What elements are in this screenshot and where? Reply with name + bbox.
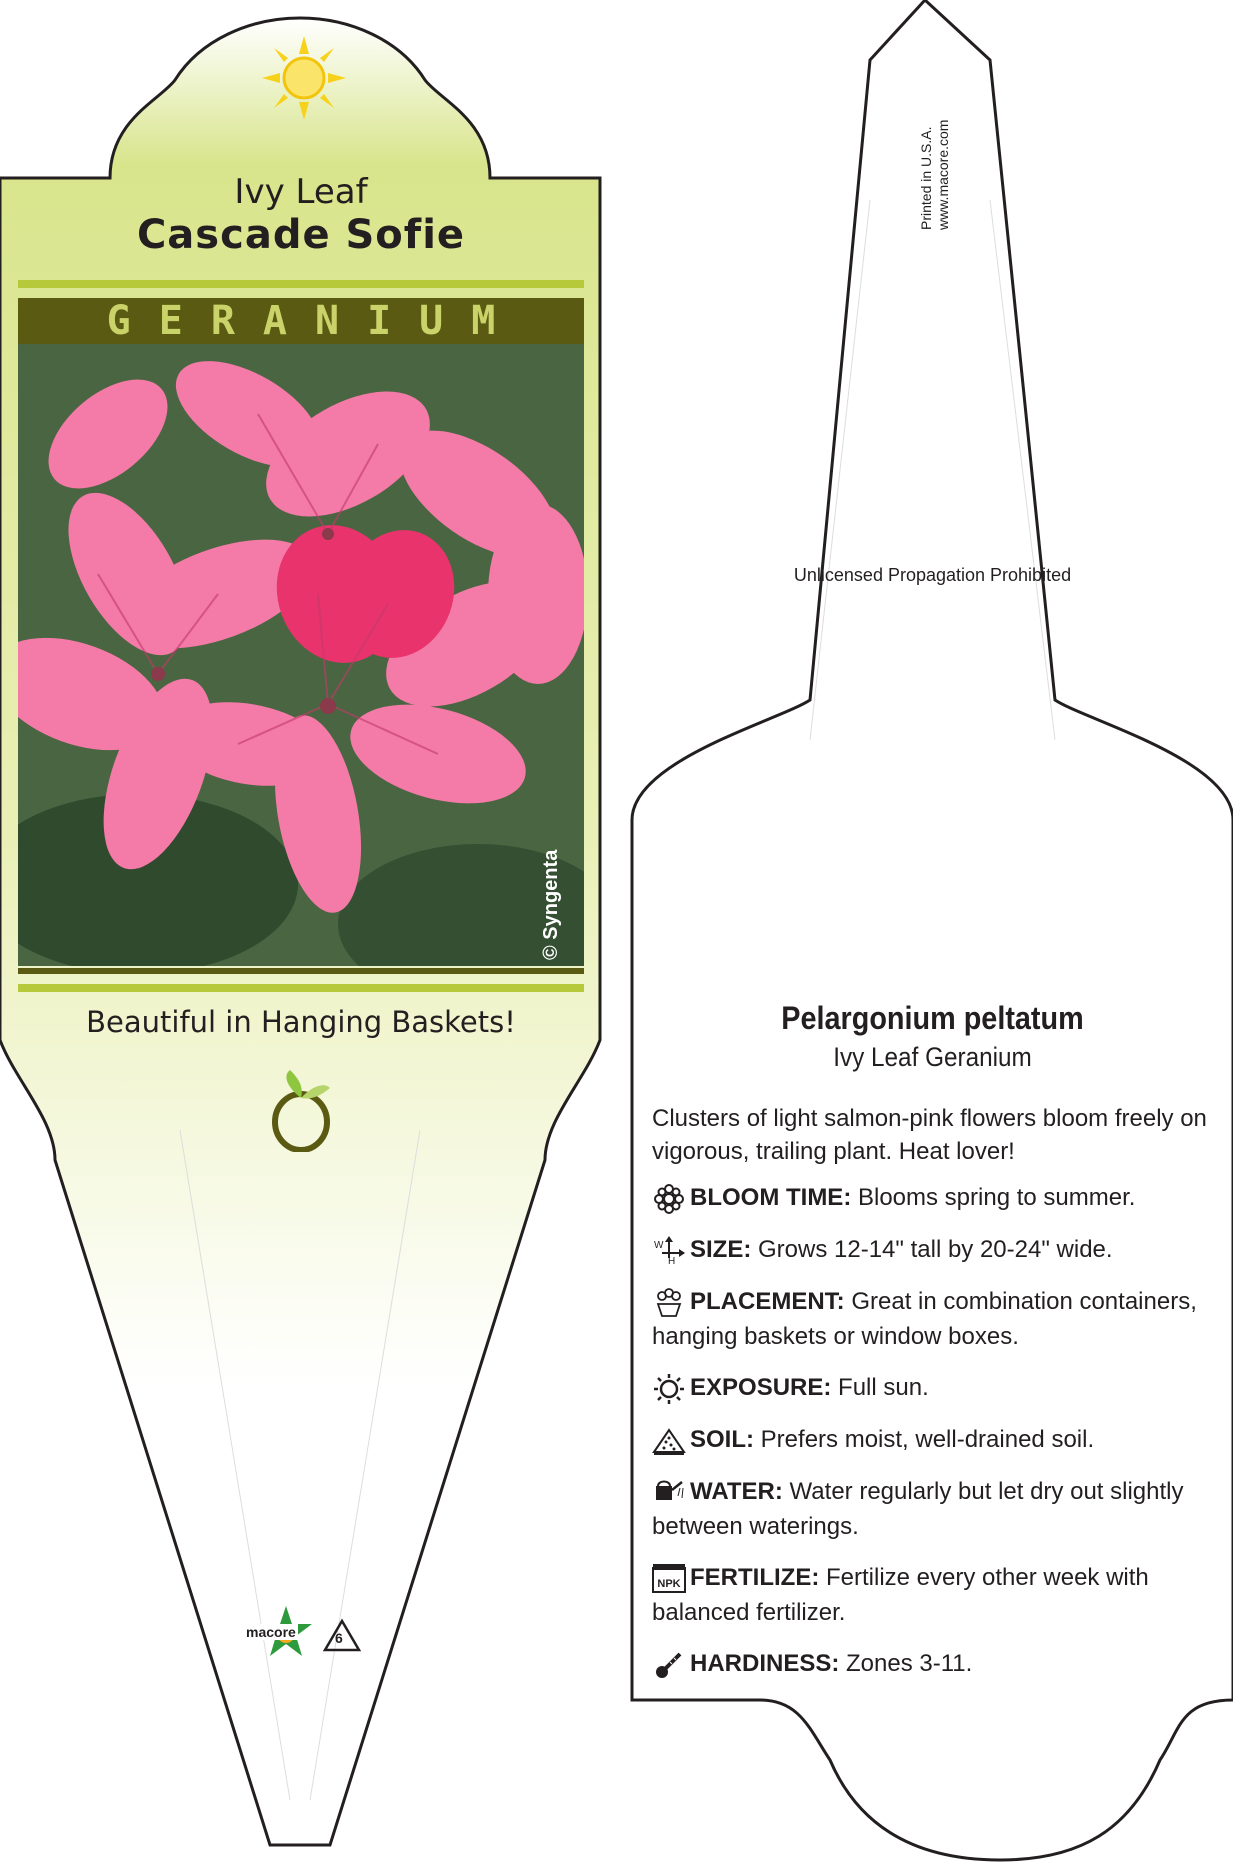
sun-icon: [262, 36, 346, 120]
plant-description: Clusters of light salmon-pink flowers bloom freely on vigorous, trailing plant. Heat lover!: [652, 1105, 1207, 1165]
soil-icon: [652, 1426, 686, 1456]
plant-variety-title: Cascade Sofie: [136, 212, 466, 258]
care-row-hardiness: HARDINESS: Zones 3-11.: [652, 1646, 1212, 1681]
svg-text:NPK: NPK: [657, 1577, 681, 1590]
care-row-placement: PLACEMENT: Great in combination containers, hanging baskets or window boxes.: [652, 1288, 1197, 1350]
tagline: Beautiful in Hanging Baskets!: [86, 1005, 516, 1039]
plant-genus-band: GERANIUM: [18, 298, 584, 344]
sun-outline-icon: [652, 1374, 686, 1404]
size-icon-width-letter: W: [654, 1240, 664, 1251]
watering-can-icon: [652, 1478, 686, 1508]
brand-name: macore: [246, 1624, 296, 1640]
photo-credit: © Syngenta: [540, 849, 562, 960]
thermometer-icon: [652, 1650, 686, 1680]
plant-series-subtitle: Ivy Leaf: [234, 172, 368, 212]
care-row-exposure: EXPOSURE: Full sun.: [652, 1370, 1212, 1405]
care-row-size: SIZE: Grows 12-14" tall by 20-24" wide.: [652, 1232, 1212, 1267]
care-row-bloom-time: BLOOM TIME: Blooms spring to summer.: [652, 1180, 1212, 1215]
printed-in-notice: Printed in U.S.A. www.macore.com: [918, 119, 951, 230]
care-row-water: WATER: Water regularly but let dry out slightly between waterings.: [652, 1478, 1184, 1540]
flower-icon: [652, 1184, 686, 1214]
npk-icon: [652, 1564, 686, 1594]
website: www.macore.com: [935, 119, 951, 230]
size-icon-height-letter: H: [668, 1256, 676, 1267]
care-row-fertilize: NPK FERTILIZE: Fertilize every other week with balanced fertilizer.: [652, 1564, 1149, 1626]
flower-photo: [18, 344, 584, 966]
common-name: Ivy Leaf Geranium: [833, 1042, 1032, 1072]
latin-name: Pelargonium peltatum: [781, 1000, 1084, 1036]
leaf-icon: [268, 1068, 334, 1152]
placement-icon: [652, 1288, 686, 1318]
care-row-soil: SOIL: Prefers moist, well-drained soil.: [652, 1422, 1212, 1457]
propagation-notice: Unlicensed Propagation Prohibited: [793, 565, 1072, 585]
recycle-code: 6: [335, 1630, 343, 1646]
